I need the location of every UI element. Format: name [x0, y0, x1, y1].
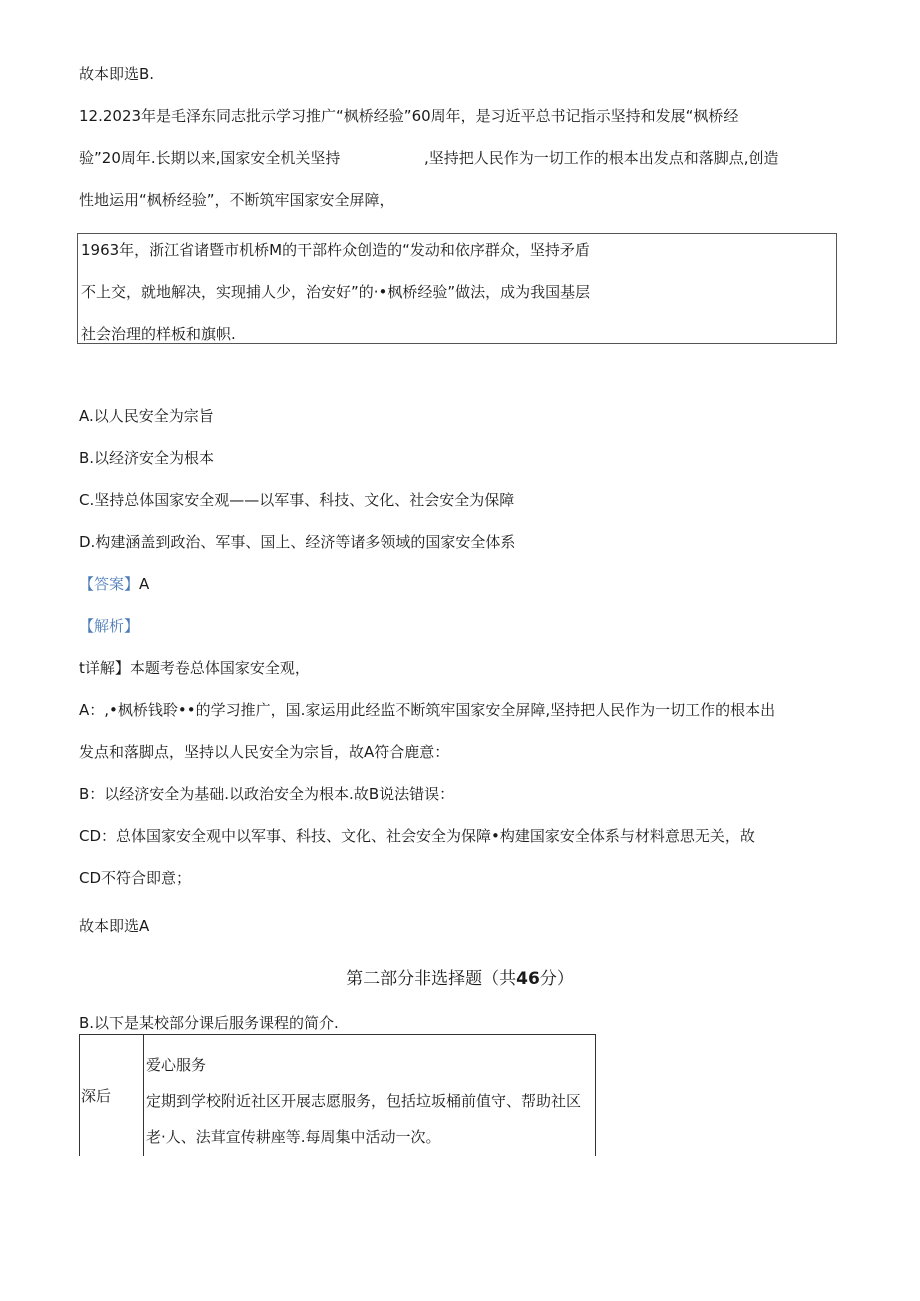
q12-stem-line-1: 12.2023年是毛泽东同志批示学习推广“枫桥经验”60周年，是习近平总书记指示坚持和发展“枫桥经	[79, 107, 739, 125]
option-c: C.坚持总体国家安全观——以军事、科技、文化、社会安全为保障	[79, 491, 515, 509]
section-heading	[0, 968, 920, 990]
q12-stem-line-3: 性地运用“枫桥经验”，不断筑牢国家安全屏障，	[79, 191, 395, 209]
answer-line	[79, 574, 149, 594]
section-heading-text: 第二部分非选择题（共	[346, 969, 517, 989]
q12-stem-line-2a: 验”20周年.长期以来,国家安全机关坚持	[79, 149, 341, 167]
course-title: 爱心服务	[146, 1056, 207, 1074]
course-desc-line-1: 定期到学校附近社区开展志愿服务，包括垃坂桶前值守、帮助社区	[146, 1092, 582, 1110]
table-right-border	[595, 1034, 596, 1156]
answer-tag: 【答案】	[79, 575, 140, 593]
q13-stem: B.以下是某校部分课后服务课程的简介.	[79, 1014, 339, 1032]
option-a: A.以人民安全为宗旨	[79, 407, 214, 425]
q12-stem-line-2b: ,坚持把人民作为一切工作的根本出发点和落脚点,创造	[424, 149, 779, 167]
analysis-line-6: CD不符合即意；	[79, 869, 192, 887]
option-b: B.以经济安全为根本	[79, 449, 215, 467]
course-desc-line-2: 老·人、法茸宣传耕座等.每周集中活动一次。	[146, 1128, 441, 1146]
course-table	[79, 1034, 596, 1156]
prev-answer-conclusion: 故本即选B.	[79, 65, 155, 83]
section-heading-tail: 分）	[539, 969, 574, 989]
table-row-label: 深后	[81, 1087, 112, 1105]
analysis-line-5: CD：总体国家安全观中以军事、科技、文化、社会安全为保障•构建国家安全体系与材料意思无关，故	[79, 827, 755, 845]
material-box	[77, 233, 837, 344]
section-heading-score: 46	[516, 969, 540, 989]
table-top-border	[79, 1034, 596, 1035]
option-d: D.构建涵盖到政治、军事、国上、经济等诸多领域的国家安全体系	[79, 533, 516, 551]
analysis-line-3: 发点和落脚点，坚持以人民安全为宗旨，故A符合鹿意：	[79, 743, 450, 761]
table-column-divider	[143, 1034, 144, 1156]
analysis-line-2: A：,•枫桥钱聆••的学习推广，国.家运用此经监不断筑牢国家安全屏障,坚持把人民作为一切工作的根本出	[79, 701, 776, 719]
table-left-border	[79, 1034, 80, 1156]
analysis-line-4: B：以经济安全为基础.以政治安全为根本.故B说法错误：	[79, 785, 455, 803]
q12-conclusion: 故本即选A	[79, 917, 150, 935]
material-line-3: 社会治理的样板和旗帜.	[81, 325, 236, 343]
answer-value: A	[139, 575, 150, 593]
analysis-line-1: t详解】本题考卷总体国家安全观，	[79, 659, 310, 677]
material-line-2: 不上交，就地解决，实现捕人少，治安好”的·•枫桥经验”做法，成为我国基层	[81, 283, 591, 301]
material-line-1: 1963年，浙江省诸暨市机桥M的干部杵众创造的“发动和依序群众，坚持矛盾	[81, 241, 590, 259]
analysis-tag: 【解析】	[79, 617, 140, 635]
